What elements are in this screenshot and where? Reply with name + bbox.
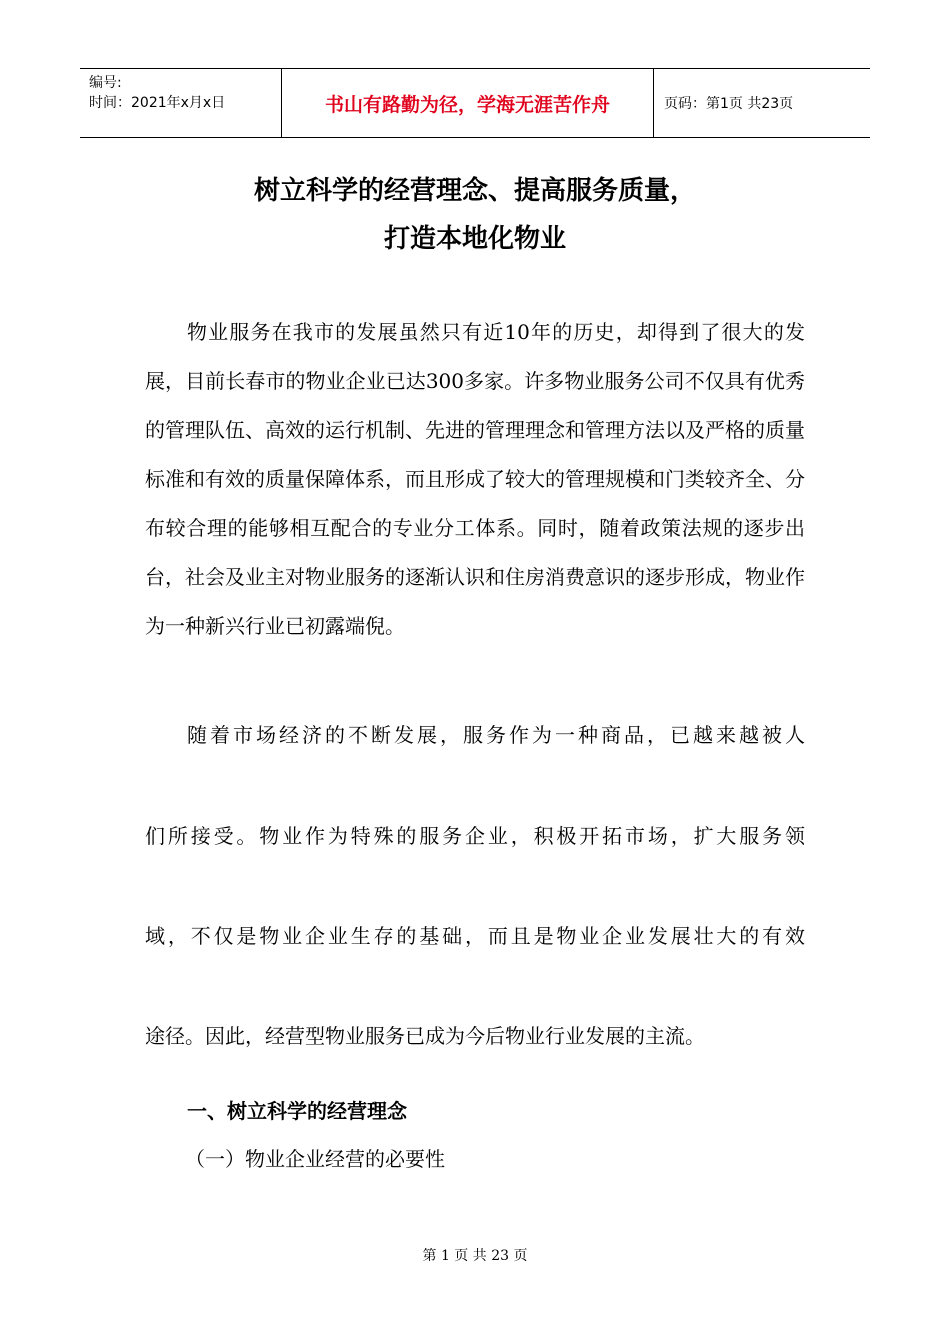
header-page-cell [654, 69, 870, 137]
document-number-label: 编号: [89, 75, 122, 91]
header-motto-cell [282, 69, 654, 137]
header-page-info: 页码：第1页 共23页 [664, 96, 794, 112]
page-footer: 第 1 页 共 23 页 [422, 1248, 528, 1264]
document-title-line-1: 树立科学的经营理念、提高服务质量， [253, 176, 696, 206]
header-motto: 书山有路勤为径，学海无涯苦作舟 [324, 93, 610, 116]
section-heading-1: 一、树立科学的经营理念 [187, 1099, 407, 1123]
header-meta-cell [80, 69, 282, 137]
document-header [80, 68, 870, 138]
paragraph-2-line-4: 途径。因此，经营型物业服务已成为今后物业行业发展的主流。 [145, 1024, 705, 1048]
document-time: 时间：2021年x月x日 [89, 95, 226, 111]
subsection-heading-1: （一）物业企业经营的必要性 [185, 1147, 445, 1171]
paragraph-2-line-3: 域，不仅是物业企业生存的基础，而且是物业企业发展壮大的有效 [145, 924, 805, 948]
document-title-line-2: 打造本地化物业 [383, 224, 566, 254]
body-paragraph-1: 物业服务在我市的发展虽然只有近10年的历史，却得到了很大的发展，目前长春市的物业企业已达300多家。许多物业服务公司不仅具有优秀的管理队伍、高效的运行机制、先进的管理理念和管理方法以及严格的质量标准和有效的质量保障体系，而且形成了较大的管理规模和门类较齐全、分布较合理的能够相互配合的专业分工体系。同时，随着政策法规的逐步出台，社会及业主对物业服务的逐渐认识和住房消费意识的逐步形成，物业作为一种新兴行业已初露端倪。 [145, 320, 805, 638]
paragraph-2-line-1: 随着市场经济的不断发展，服务作为一种商品，已越来越被人 [187, 723, 805, 747]
paragraph-2-line-2: 们所接受。物业作为特殊的服务企业，积极开拓市场，扩大服务领 [145, 824, 805, 848]
